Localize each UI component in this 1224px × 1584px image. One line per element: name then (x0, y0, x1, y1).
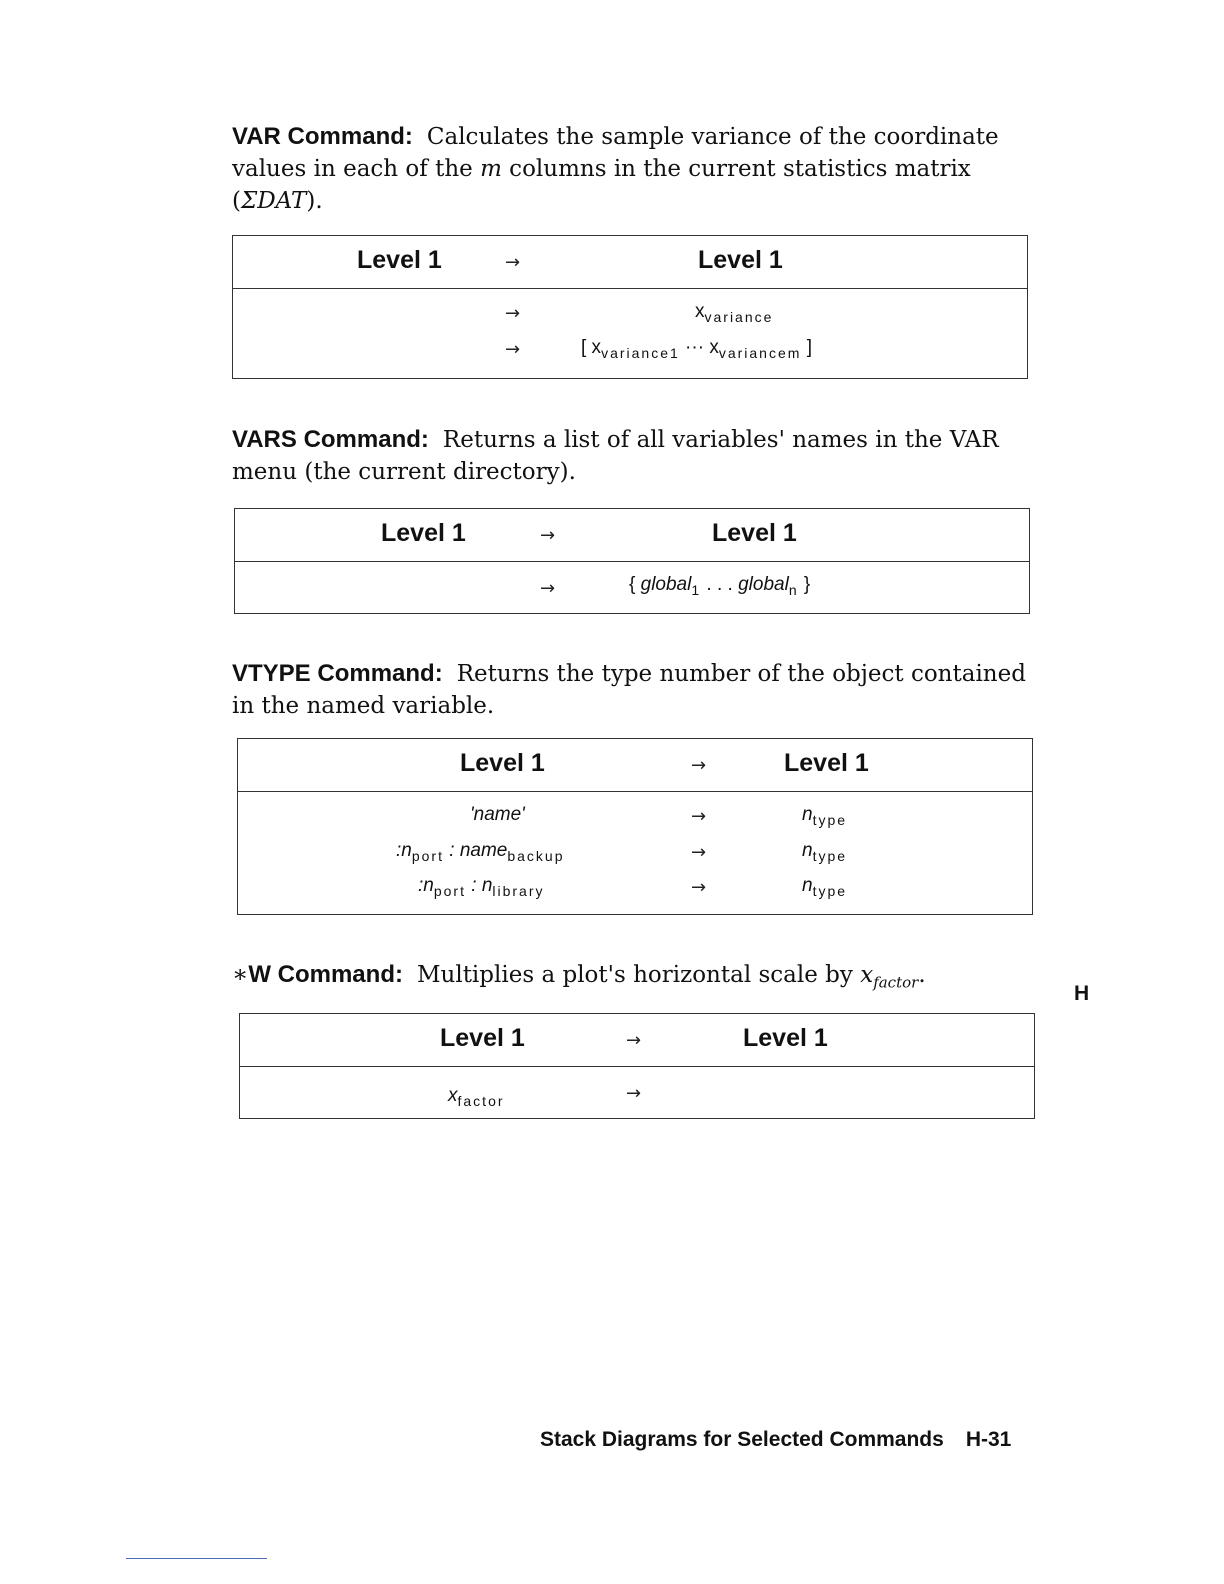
w-row1-input: $x_{factor}$ (448, 1085, 505, 1109)
vars-description: VARS Command: Returns a list of all variables' names in the VAR menu (the current directory). (232, 426, 999, 485)
vtype-row1-input: 'name' (470, 804, 525, 825)
vars-stack-diagram (234, 508, 1030, 614)
w-header-arrow: → (626, 1030, 642, 1051)
w-diagram-header (240, 1014, 1034, 1067)
vtype-row1-output: $n_{type}$ (802, 804, 848, 828)
var-header-output: Level 1 (698, 246, 783, 274)
w-section (232, 958, 1032, 999)
vtype-row2-input: $:n_{port}$ : name$_{backup}$ (396, 840, 565, 864)
vtype-row1-arrow: → (691, 806, 707, 827)
vtype-row2-output: $n_{type}$ (802, 840, 848, 864)
var-header-input: Level 1 (357, 246, 442, 274)
vtype-command-title: VTYPE Command: (232, 660, 443, 687)
vars-header-output: Level 1 (712, 519, 797, 547)
vars-section (232, 424, 1032, 488)
vtype-header-arrow: → (691, 755, 707, 776)
var-row2-arrow: → (505, 339, 521, 360)
vtype-description: VTYPE Command: Returns the type number of the object contained in the named variable. (232, 660, 1026, 719)
vtype-row3-output: $n_{type}$ (802, 875, 848, 899)
vtype-header-input: Level 1 (460, 749, 545, 777)
vars-command-title: VARS Command: (232, 426, 429, 453)
vtype-row3-arrow: → (691, 877, 707, 898)
vtype-row2-arrow: → (691, 842, 707, 863)
var-row2-output: [ $x_{variance1}$ ··· $x_{variancem}$ ] (581, 337, 812, 361)
var-row1-arrow: → (505, 303, 521, 324)
vars-diagram-header (235, 509, 1029, 562)
vtype-diagram-header (238, 739, 1032, 792)
page-number: H-31 (965, 1428, 1012, 1451)
footer-title: Stack Diagrams for Selected Commands (540, 1428, 944, 1451)
vtype-row3-input: $:n_{port}$ : $n_{library}$ (418, 875, 545, 899)
w-header-output: Level 1 (743, 1024, 828, 1052)
section-tab-letter: H (1074, 982, 1090, 1005)
vars-row1-output: { global$_1$ . . . global$_n$ } (629, 574, 811, 598)
w-row1-arrow: → (626, 1083, 642, 1104)
w-description: ∗W Command: Multiplies a plot's horizontal scale by $x_{factor}$. (232, 960, 926, 992)
vtype-header-output: Level 1 (784, 749, 869, 777)
var-diagram-header (233, 236, 1027, 289)
page-footer (540, 1428, 1011, 1452)
var-command-title: VAR Command: (232, 123, 413, 150)
var-header-arrow: → (505, 252, 521, 273)
vars-header-input: Level 1 (381, 519, 466, 547)
var-description: VAR Command: Calculates the sample variance of the coordinate values in each of the m columns in the current statistics matrix (ΣDAT). (232, 123, 999, 214)
var-stack-diagram (232, 235, 1028, 379)
vars-header-arrow: → (540, 525, 556, 546)
vtype-section (232, 658, 1032, 722)
w-stack-diagram (239, 1013, 1035, 1119)
w-header-input: Level 1 (440, 1024, 525, 1052)
bottom-rule (126, 1558, 267, 1559)
var-section (232, 121, 1032, 217)
var-row1-output: $x_{variance}$ (695, 301, 774, 325)
vtype-stack-diagram (237, 738, 1033, 915)
w-command-title: ∗W Command: (232, 960, 403, 988)
vars-row1-arrow: → (540, 578, 556, 599)
